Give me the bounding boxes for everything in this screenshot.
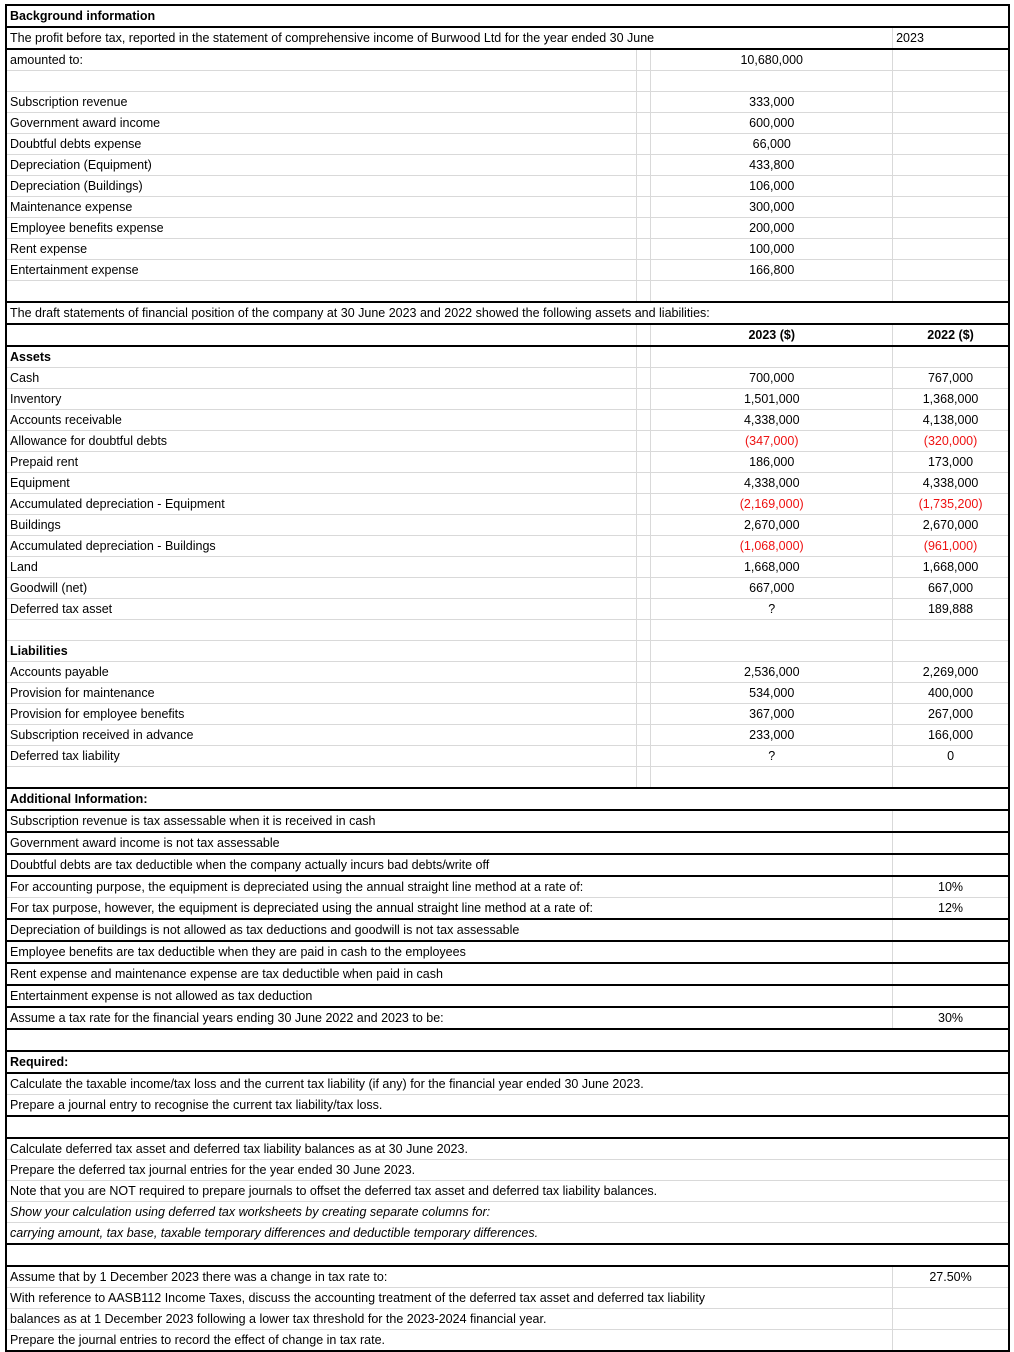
row-label: Required: — [6, 1051, 1009, 1073]
row-label: With reference to AASB112 Income Taxes, discuss the accounting treatment of the deferred tax asset and deferred tax liability — [6, 1288, 893, 1309]
row-label: Land — [6, 557, 637, 578]
table-row — [6, 1160, 1009, 1181]
row-spacer-cell — [637, 71, 651, 92]
value-2023-cell: 2,670,000 — [651, 515, 893, 536]
value-2023-cell: 2023 ($) — [651, 324, 893, 346]
value-2023-cell: ? — [651, 599, 893, 620]
table-row — [6, 260, 1009, 281]
table-row — [6, 1138, 1009, 1160]
value-2023-cell: 66,000 — [651, 134, 893, 155]
row-label: Assume that by 1 December 2023 there was a change in tax rate to: — [6, 1266, 893, 1288]
row-spacer-cell — [637, 134, 651, 155]
row-label: Doubtful debts expense — [6, 134, 637, 155]
row-spacer-cell — [637, 113, 651, 134]
row-label: Government award income is not tax assessable — [6, 832, 893, 854]
table-row — [6, 431, 1009, 452]
row-label: Accounts receivable — [6, 410, 637, 431]
value-2022-cell: 267,000 — [893, 704, 1009, 725]
value-2022-cell: 667,000 — [893, 578, 1009, 599]
value-2022-cell — [893, 346, 1009, 368]
table-row — [6, 898, 1009, 920]
row-label — [6, 620, 637, 641]
row-label: Depreciation of buildings is not allowed as tax deductions and goodwill is not tax assessable — [6, 919, 893, 941]
table-row — [6, 1223, 1009, 1245]
table-row — [6, 49, 1009, 71]
value-2023-cell — [651, 281, 893, 303]
row-label — [6, 281, 637, 303]
row-label: The draft statements of financial position of the company at 30 June 2023 and 2022 showed the following assets and liabilities: — [6, 302, 1009, 324]
row-label: Buildings — [6, 515, 637, 536]
value-2022-cell — [893, 239, 1009, 260]
value-2022-cell — [893, 620, 1009, 641]
row-spacer-cell — [637, 431, 651, 452]
row-spacer-cell — [637, 346, 651, 368]
value-2022-cell — [893, 218, 1009, 239]
row-label: Note that you are NOT required to prepare journals to offset the deferred tax asset and deferred tax liability balances. — [6, 1181, 1009, 1202]
rate-cell — [893, 963, 1009, 985]
row-spacer-cell — [637, 662, 651, 683]
row-label: Rent expense — [6, 239, 637, 260]
value-2023-cell: 667,000 — [651, 578, 893, 599]
value-2023-cell — [651, 71, 893, 92]
row-spacer-cell — [637, 557, 651, 578]
value-2023-cell — [651, 620, 893, 641]
table-row — [6, 641, 1009, 662]
row-spacer-cell — [637, 368, 651, 389]
table-row — [6, 1007, 1009, 1029]
row-spacer-cell — [637, 767, 651, 789]
value-2022-cell — [893, 155, 1009, 176]
row-label: The profit before tax, reported in the statement of comprehensive income of Burwood Ltd for the year ended 30 June — [6, 27, 893, 49]
value-2023-cell: 534,000 — [651, 683, 893, 704]
row-label: Prepaid rent — [6, 452, 637, 473]
rate-cell — [893, 985, 1009, 1007]
table-row — [6, 324, 1009, 346]
row-label: Deferred tax liability — [6, 746, 637, 767]
row-label: Subscription revenue is tax assessable when it is received in cash — [6, 810, 893, 832]
table-row — [6, 854, 1009, 876]
row-label: carrying amount, tax base, taxable temporary differences and deductible temporary differences. — [6, 1223, 1009, 1245]
row-spacer-cell — [637, 324, 651, 346]
table-row — [6, 281, 1009, 303]
table-row — [6, 410, 1009, 431]
rate-cell: 10% — [893, 876, 1009, 898]
row-label: Maintenance expense — [6, 197, 637, 218]
value-2023-cell: 4,338,000 — [651, 410, 893, 431]
table-row — [6, 941, 1009, 963]
table-row — [6, 1309, 1009, 1330]
row-label: Entertainment expense — [6, 260, 637, 281]
table-row — [6, 1202, 1009, 1223]
row-spacer-cell — [637, 683, 651, 704]
table-row — [6, 876, 1009, 898]
value-2023-cell — [651, 346, 893, 368]
table-row — [6, 1181, 1009, 1202]
value-2023-cell: 2,536,000 — [651, 662, 893, 683]
row-label: Entertainment expense is not allowed as tax deduction — [6, 985, 893, 1007]
value-2023-cell: (347,000) — [651, 431, 893, 452]
row-label: Assume a tax rate for the financial years ending 30 June 2022 and 2023 to be: — [6, 1007, 893, 1029]
row-label: Accumulated depreciation - Equipment — [6, 494, 637, 515]
value-2023-cell — [651, 641, 893, 662]
row-spacer-cell — [637, 494, 651, 515]
row-spacer-cell — [637, 725, 651, 746]
row-label: Show your calculation using deferred tax worksheets by creating separate columns for: — [6, 1202, 1009, 1223]
row-label: Prepare a journal entry to recognise the current tax liability/tax loss. — [6, 1095, 1009, 1117]
rate-cell — [893, 854, 1009, 876]
value-2023-cell: 600,000 — [651, 113, 893, 134]
row-spacer-cell — [637, 176, 651, 197]
row-spacer-cell — [637, 239, 651, 260]
row-label: For tax purpose, however, the equipment is depreciated using the annual straight line method at a rate of: — [6, 898, 893, 920]
row-label: Goodwill (net) — [6, 578, 637, 599]
row-label: Calculate the taxable income/tax loss and the current tax liability (if any) for the financial year ended 30 June 2023. — [6, 1073, 1009, 1095]
table-row — [6, 963, 1009, 985]
value-2022-cell — [893, 176, 1009, 197]
table-row — [6, 1266, 1009, 1288]
row-label: Additional Information: — [6, 788, 1009, 810]
value-2023-cell: 106,000 — [651, 176, 893, 197]
row-spacer-cell — [637, 218, 651, 239]
table-row — [6, 746, 1009, 767]
value-2022-cell: 1,668,000 — [893, 557, 1009, 578]
row-label: Doubtful debts are tax deductible when the company actually incurs bad debts/write off — [6, 854, 893, 876]
value-2022-cell — [893, 767, 1009, 789]
rate-cell — [893, 832, 1009, 854]
value-2023-cell: 700,000 — [651, 368, 893, 389]
table-row — [6, 27, 1009, 49]
row-spacer-cell — [637, 197, 651, 218]
table-row — [6, 346, 1009, 368]
row-spacer-cell — [637, 746, 651, 767]
rate-cell — [893, 1330, 1009, 1352]
worksheet-table — [5, 4, 1010, 1352]
table-row — [6, 1288, 1009, 1309]
row-label: Accounts payable — [6, 662, 637, 683]
table-row — [6, 767, 1009, 789]
value-2022-cell: 2,670,000 — [893, 515, 1009, 536]
row-label: Accumulated depreciation - Buildings — [6, 536, 637, 557]
table-row — [6, 113, 1009, 134]
row-spacer-cell — [637, 641, 651, 662]
row-label: Inventory — [6, 389, 637, 410]
value-2023-cell: 200,000 — [651, 218, 893, 239]
value-2022-cell: 2022 ($) — [893, 324, 1009, 346]
row-label: Depreciation (Equipment) — [6, 155, 637, 176]
row-label: Liabilities — [6, 641, 637, 662]
value-2023-cell: 433,800 — [651, 155, 893, 176]
value-2023-cell: 1,501,000 — [651, 389, 893, 410]
table-row — [6, 134, 1009, 155]
rate-cell — [893, 919, 1009, 941]
value-2022-cell: 4,338,000 — [893, 473, 1009, 494]
table-row — [6, 92, 1009, 113]
table-row — [6, 176, 1009, 197]
table-row — [6, 239, 1009, 260]
row-label: Provision for maintenance — [6, 683, 637, 704]
worksheet-body — [6, 5, 1009, 1351]
value-2023-cell — [651, 767, 893, 789]
row-label: Subscription received in advance — [6, 725, 637, 746]
rate-cell — [893, 941, 1009, 963]
row-label: amounted to: — [6, 49, 637, 71]
table-row — [6, 1073, 1009, 1095]
value-2022-cell: 4,138,000 — [893, 410, 1009, 431]
value-2023-cell: (2,169,000) — [651, 494, 893, 515]
row-label — [6, 324, 637, 346]
value-2023-cell: 367,000 — [651, 704, 893, 725]
value-2023-cell: (1,068,000) — [651, 536, 893, 557]
row-label: Prepare the deferred tax journal entries for the year ended 30 June 2023. — [6, 1160, 1009, 1181]
row-label — [6, 767, 637, 789]
table-row — [6, 1330, 1009, 1352]
row-label — [6, 71, 637, 92]
row-spacer-cell — [637, 281, 651, 303]
table-row — [6, 302, 1009, 324]
table-row — [6, 1095, 1009, 1117]
row-spacer-cell — [637, 410, 651, 431]
table-row — [6, 515, 1009, 536]
row-label: Background information — [6, 5, 1009, 27]
value-2022-cell — [893, 197, 1009, 218]
row-label — [6, 1116, 1009, 1138]
table-row — [6, 662, 1009, 683]
value-2022-cell — [893, 49, 1009, 71]
row-label: Government award income — [6, 113, 637, 134]
row-spacer-cell — [637, 452, 651, 473]
row-label: Deferred tax asset — [6, 599, 637, 620]
value-2022-cell: 0 — [893, 746, 1009, 767]
value-2022-cell — [893, 641, 1009, 662]
rate-cell: 2023 — [893, 27, 1009, 49]
table-row — [6, 832, 1009, 854]
table-row — [6, 155, 1009, 176]
table-row — [6, 557, 1009, 578]
table-row — [6, 985, 1009, 1007]
value-2022-cell: 2,269,000 — [893, 662, 1009, 683]
rate-cell: 27.50% — [893, 1266, 1009, 1288]
table-row — [6, 197, 1009, 218]
table-row — [6, 452, 1009, 473]
value-2022-cell: 767,000 — [893, 368, 1009, 389]
rate-cell — [893, 1309, 1009, 1330]
row-spacer-cell — [637, 49, 651, 71]
table-row — [6, 620, 1009, 641]
table-row — [6, 389, 1009, 410]
value-2022-cell: (1,735,200) — [893, 494, 1009, 515]
table-row — [6, 578, 1009, 599]
table-row — [6, 1029, 1009, 1051]
row-spacer-cell — [637, 578, 651, 599]
table-row — [6, 810, 1009, 832]
row-label: Subscription revenue — [6, 92, 637, 113]
rate-cell — [893, 810, 1009, 832]
table-row — [6, 599, 1009, 620]
row-label: Rent expense and maintenance expense are tax deductible when paid in cash — [6, 963, 893, 985]
row-spacer-cell — [637, 704, 651, 725]
value-2022-cell: 189,888 — [893, 599, 1009, 620]
value-2023-cell: 333,000 — [651, 92, 893, 113]
row-label — [6, 1244, 1009, 1266]
table-row — [6, 1051, 1009, 1073]
value-2023-cell: 233,000 — [651, 725, 893, 746]
table-row — [6, 919, 1009, 941]
row-label: Prepare the journal entries to record the effect of change in tax rate. — [6, 1330, 893, 1352]
value-2023-cell: 10,680,000 — [651, 49, 893, 71]
value-2022-cell — [893, 281, 1009, 303]
table-row — [6, 5, 1009, 27]
table-row — [6, 71, 1009, 92]
value-2022-cell: 173,000 — [893, 452, 1009, 473]
value-2023-cell: 100,000 — [651, 239, 893, 260]
value-2022-cell: (961,000) — [893, 536, 1009, 557]
table-row — [6, 704, 1009, 725]
spreadsheet-sheet — [0, 4, 1014, 1347]
row-spacer-cell — [637, 92, 651, 113]
value-2022-cell: 1,368,000 — [893, 389, 1009, 410]
row-label: Provision for employee benefits — [6, 704, 637, 725]
row-label: Assets — [6, 346, 637, 368]
table-row — [6, 494, 1009, 515]
value-2023-cell: 300,000 — [651, 197, 893, 218]
table-row — [6, 1116, 1009, 1138]
row-label: Allowance for doubtful debts — [6, 431, 637, 452]
table-row — [6, 725, 1009, 746]
row-spacer-cell — [637, 473, 651, 494]
value-2023-cell: 166,800 — [651, 260, 893, 281]
table-row — [6, 536, 1009, 557]
row-label: For accounting purpose, the equipment is depreciated using the annual straight line method at a rate of: — [6, 876, 893, 898]
row-spacer-cell — [637, 599, 651, 620]
row-label: balances as at 1 December 2023 following a lower tax threshold for the 2023-2024 financial year. — [6, 1309, 893, 1330]
row-label: Calculate deferred tax asset and deferred tax liability balances as at 30 June 2023. — [6, 1138, 1009, 1160]
row-label: Equipment — [6, 473, 637, 494]
value-2022-cell — [893, 71, 1009, 92]
row-label: Cash — [6, 368, 637, 389]
value-2023-cell: ? — [651, 746, 893, 767]
table-row — [6, 1244, 1009, 1266]
value-2022-cell: (320,000) — [893, 431, 1009, 452]
value-2022-cell — [893, 113, 1009, 134]
value-2022-cell: 166,000 — [893, 725, 1009, 746]
value-2023-cell: 4,338,000 — [651, 473, 893, 494]
table-row — [6, 473, 1009, 494]
value-2023-cell: 186,000 — [651, 452, 893, 473]
table-row — [6, 368, 1009, 389]
row-spacer-cell — [637, 389, 651, 410]
row-spacer-cell — [637, 536, 651, 557]
row-spacer-cell — [637, 155, 651, 176]
rate-cell: 30% — [893, 1007, 1009, 1029]
rate-cell — [893, 1288, 1009, 1309]
row-label: Employee benefits are tax deductible when they are paid in cash to the employees — [6, 941, 893, 963]
rate-cell: 12% — [893, 898, 1009, 920]
value-2022-cell — [893, 134, 1009, 155]
value-2022-cell — [893, 92, 1009, 113]
row-label: Depreciation (Buildings) — [6, 176, 637, 197]
row-label — [6, 1029, 1009, 1051]
row-spacer-cell — [637, 515, 651, 536]
value-2023-cell: 1,668,000 — [651, 557, 893, 578]
row-label: Employee benefits expense — [6, 218, 637, 239]
table-row — [6, 683, 1009, 704]
row-spacer-cell — [637, 620, 651, 641]
table-row — [6, 788, 1009, 810]
value-2022-cell — [893, 260, 1009, 281]
row-spacer-cell — [637, 260, 651, 281]
value-2022-cell: 400,000 — [893, 683, 1009, 704]
table-row — [6, 218, 1009, 239]
